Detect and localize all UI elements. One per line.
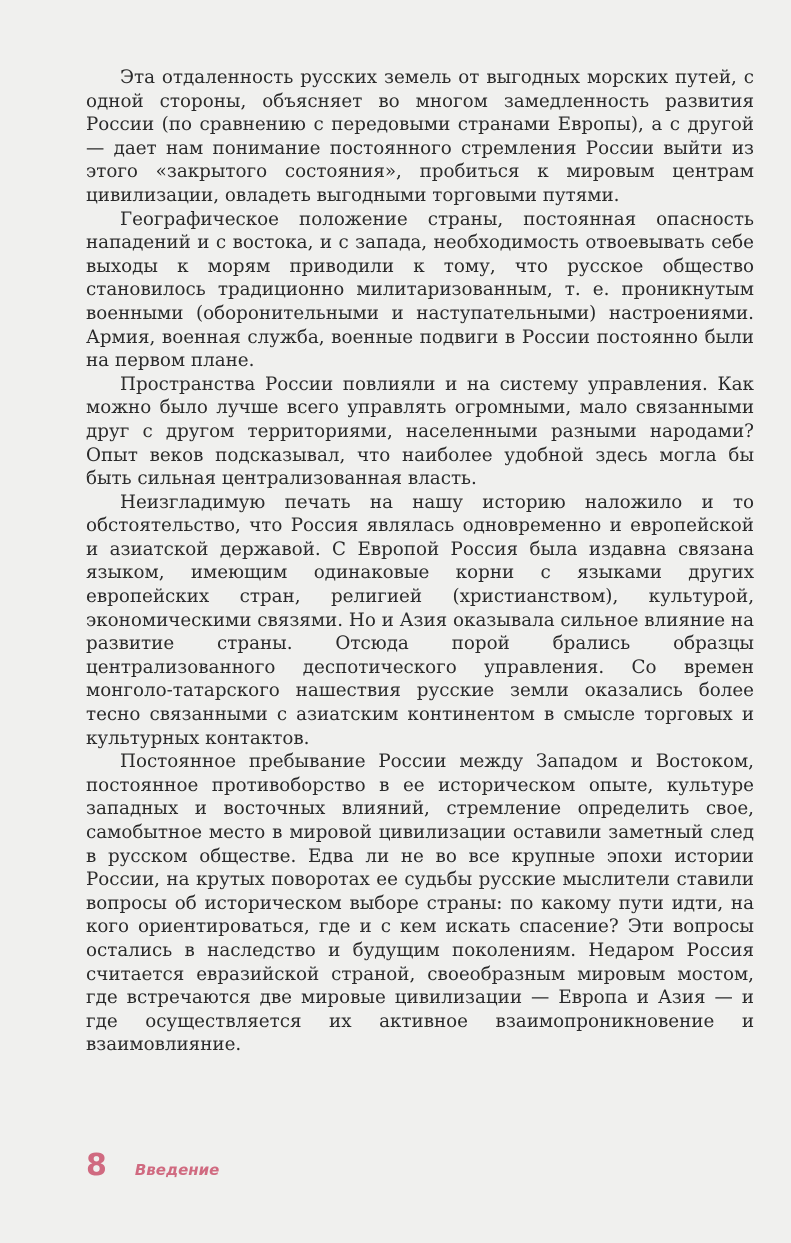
paragraph-5: Постоянное пребывание России между Западом и Востоком, постоянное противоборство в ее историческом опыте, культуре западных и восточных влияний, стремление определить свое, самобытное место в мировой цивилизации оставили заметный след в русском обществе. Едва ли не во все крупные эпохи истории России, на крутых поворотах ее судьбы русские мыслители ставили вопросы об историческом выборе страны: по какому пути идти, на кого ориентироваться, где и с кем искать спасение? Эти вопросы остались в наследство и будущим поколениям. Недаром Россия считается евразийской страной, своеобразным мировым мостом, где встречаются две мировые цивилизации — Европа и Азия — и где осуществляется их активное взаимопроникновение и взаимовлияние. [86,751,754,1056]
paragraph-1: Эта отдаленность русских земель от выгодных морских путей, с одной стороны, объясняет во многом замедленность развития России (по сравнению с передовыми странами Европы), а с другой — дает нам понимание постоянного стремления России выйти из этого «закрытого состояния», пробиться к мировым центрам цивилизации, овладеть выгодными торговыми путями. [86,67,754,206]
paragraph-3: Пространства России повлияли и на систему управления. Как можно было лучше всего управлять огромными, мало связанными друг с другом территориями, населенными разными народами? Опыт веков подсказывал, что наиболее удобной здесь могла бы быть сильная централизованная власть. [86,373,754,490]
paragraph-2: Географическое положение страны, постоянная опасность нападений и с востока, и с запада, необходимость отвоевывать себе выходы к морям приводили к тому, что русское общество становилось традиционно милитаризованным, т. е. проникнутым военными (оборонительными и наступательными) настроениями. Армия, военная служба, военные подвиги в России постоянно были на первом плане. [86,208,754,372]
section-title: Введение [134,1161,220,1179]
page-number: 8 [86,1148,107,1183]
paragraph-4: Неизгладимую печать на нашу историю наложило и то обстоятельство, что Россия являлась одновременно и европейской и азиатской державой. С Европой Россия была издавна связана языком, имеющим одинаковые корни с языками других европейских стран, религией (христианством), культурой, экономическими связями. Но и Азия оказывала сильное влияние на развитие страны. Отсюда порой брались образцы централизованного деспотического управления. Со времен монголо-татарского нашествия русские земли оказались более тесно связанными с азиатским континентом в смысле торговых и культурных контактов. [86,491,754,749]
page-footer [86,1148,219,1188]
body-text [86,66,754,1057]
